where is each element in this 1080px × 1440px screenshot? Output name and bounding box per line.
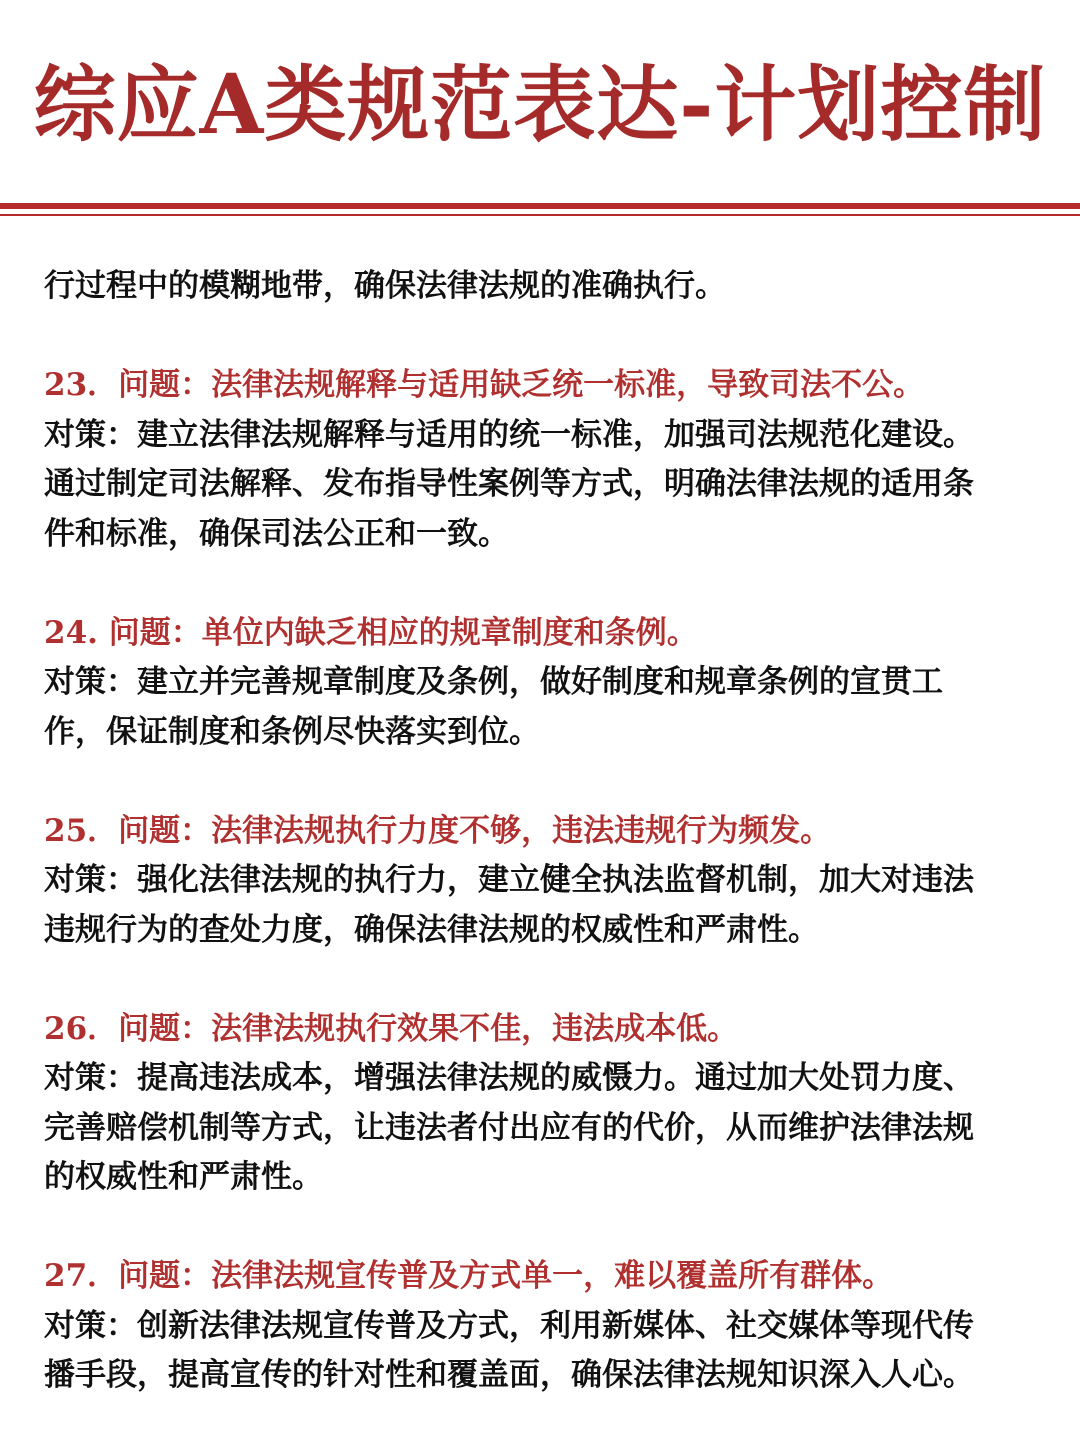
spacer: [44, 955, 1040, 1005]
answer-line: 件和标准，确保司法公正和一致。: [44, 515, 509, 552]
qa-item-27: [44, 1252, 1040, 1401]
answer-line: 对策：强化法律法规的执行力，建立健全执法监督机制，加大对违法: [44, 862, 974, 898]
answer-line: 对策：创新法律法规宣传普及方式，利用新媒体、社交媒体等现代传: [44, 1307, 974, 1344]
answer-line: 播手段，提高宣传的针对性和覆盖面，确保法律法规知识深入人心。: [44, 1357, 974, 1393]
qa-item-23: [44, 361, 1040, 559]
title-divider-thin: [0, 214, 1080, 216]
answer-line: 作，保证制度和条例尽快落实到位。: [44, 713, 540, 750]
question-text: 25．问题：法律法规执行力度不够，违法违规行为频发。: [44, 812, 832, 849]
question-text: 23．问题：法律法规解释与适用缺乏统一标准，导致司法不公。: [44, 367, 925, 403]
question-text: 24. 问题：单位内缺乏相应的规章制度和条例。: [44, 614, 698, 651]
answer-line: 违规行为的查处力度，确保法律法规的权威性和严肃性。: [44, 911, 819, 948]
question-text: 26．问题：法律法规执行效果不佳，违法成本低。: [44, 1010, 739, 1047]
title-divider-thick: [0, 203, 1080, 209]
answer-line: 对策：建立并完善规章制度及条例，做好制度和规章条例的宣贯工: [44, 664, 943, 700]
qa-item-26: [44, 1005, 1040, 1203]
answer-line: 的权威性和严肃性。: [44, 1159, 323, 1195]
page-title: 综应A类规范表达-计划控制: [33, 57, 1047, 153]
qa-item-25: [44, 807, 1040, 956]
answer-line: 对策：提高违法成本，增强法律法规的威慑力。通过加大处罚力度、: [44, 1060, 974, 1096]
spacer: [44, 1203, 1040, 1253]
intro-line: 行过程中的模糊地带，确保法律法规的准确执行。: [44, 268, 726, 304]
spacer: [44, 559, 1040, 609]
answer-line: 对策：建立法律法规解释与适用的统一标准，加强司法规范化建设。: [44, 416, 974, 453]
spacer: [44, 757, 1040, 807]
qa-item-24: [44, 609, 1040, 758]
question-text: 27．问题：法律法规宣传普及方式单一，难以覆盖所有群体。: [44, 1258, 894, 1294]
answer-line: 完善赔偿机制等方式，让违法者付出应有的代价，从而维护法律法规: [44, 1109, 974, 1146]
answer-line: 通过制定司法解释、发布指导性案例等方式，明确法律法规的适用条: [44, 466, 974, 502]
content-body: [44, 262, 1040, 1401]
spacer: [44, 312, 1040, 362]
